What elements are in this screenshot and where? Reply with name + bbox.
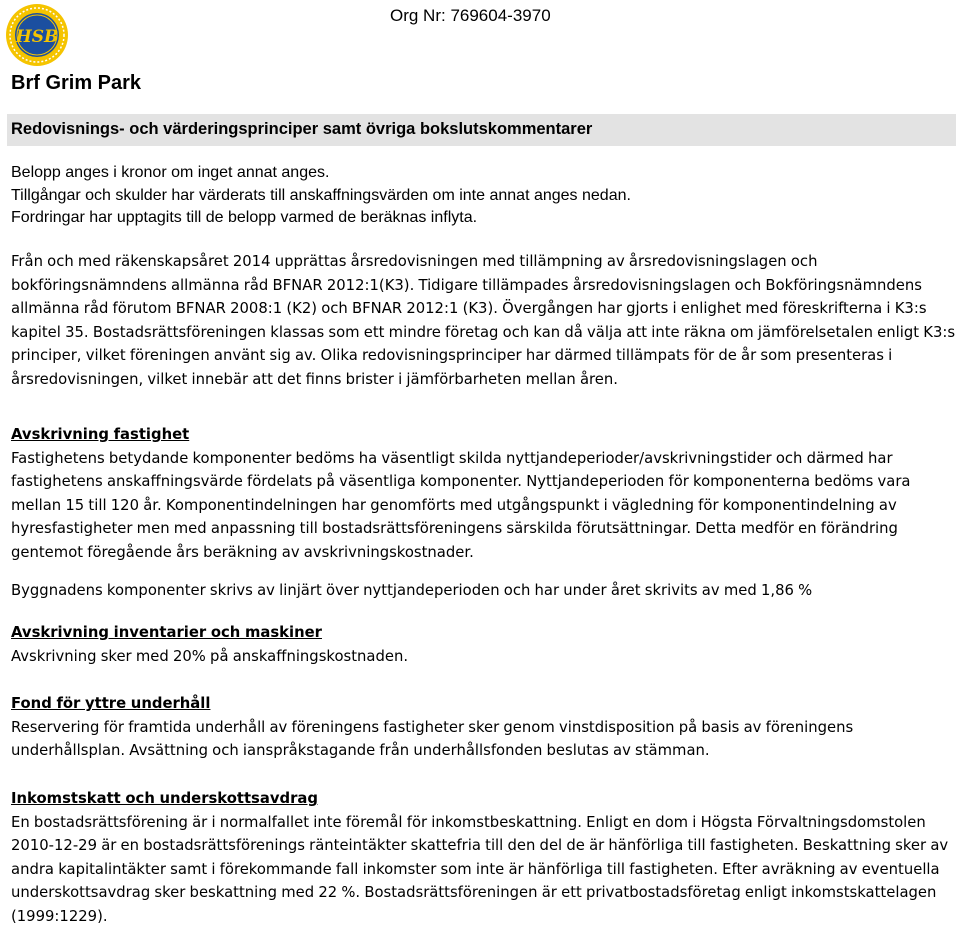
paragraph-text: Byggnadens komponenter skrivs av linjärt över nyttjandeperioden och har under året skrivits av med 1,86 % xyxy=(11,579,956,603)
section-depreciation-equipment xyxy=(11,621,956,668)
section-text: Reservering för framtida underhåll av föreningens fastigheter sker genom vinstdisposition på basis av föreningens underhållsplan. Avsättning och ianspråkstagande från underhållsfonden beslutas av stämman. xyxy=(11,716,956,763)
intro-lines xyxy=(11,162,631,230)
section-heading: Avskrivning fastighet xyxy=(11,423,956,447)
organization-name: Brf Grim Park xyxy=(11,72,141,95)
section-depreciation-property xyxy=(11,423,956,564)
intro-line: Belopp anges i kronor om inget annat anges. xyxy=(11,162,631,185)
section-maintenance-fund xyxy=(11,692,956,763)
org-number: Org Nr: 769604-3970 xyxy=(390,6,551,26)
intro-line: Fordringar har upptagits till de belopp varmed de beräknas inflyta. xyxy=(11,207,631,230)
section-heading: Inkomstskatt och underskottsavdrag xyxy=(11,787,956,811)
logo-lettering: HSB xyxy=(15,27,59,47)
section-heading: Fond för yttre underhåll xyxy=(11,692,956,716)
paragraph-k3-transition xyxy=(11,250,956,391)
paragraph-building-components xyxy=(11,579,956,603)
section-heading: Avskrivning inventarier och maskiner xyxy=(11,621,956,645)
paragraph-text: Från och med räkenskapsåret 2014 upprättas årsredovisningen med tillämpning av årsredovisningslagen och bokföringsnämndens allmänna råd BFNAR 2012:1(K3). Tidigare tillämpades årsredovisningslagen och Bokföringsnämndens allmänna råd förutom BFNAR 2008:1 (K2) och BFNAR 2012:1 (K3). Övergången har gjorts i enlighet med föreskrifterna i K3:s kapitel 35. Bostadsrättsföreningen klassas som ett mindre företag och kan då välja att inte räkna om jämförelsetalen enligt K3:s principer, vilket föreningen använt sig av. Olika redovisningsprinciper har därmed tillämpats för de år som presenteras i årsredovisningen, vilket innebär att det finns brister i jämförbarheten mellan åren. xyxy=(11,250,956,391)
intro-line: Tillgångar och skulder har värderats till anskaffningsvärden om inte annat anges nedan. xyxy=(11,185,631,208)
section-text: Avskrivning sker med 20% på anskaffningskostnaden. xyxy=(11,645,956,669)
hsb-logo xyxy=(2,2,72,68)
section-text: En bostadsrättsförening är i normalfallet inte föremål för inkomstbeskattning. Enligt en dom i Högsta Förvaltningsdomstolen 2010-12-29 är en bostadsrättsförenings ränteintäkter skattefria till den del de är hänförliga till fastigheten. Beskattning sker av andra kapitalintäkter samt i förekommande fall inkomster som inte är hänförliga till fastigheten. Efter avräkning av eventuella underskottsavdrag sker beskattning med 22 %. Bostadsrättsföreningen är ett privatbostadsföretag enligt inkomstskattelagen (1999:1229). xyxy=(11,811,956,928)
section-text: Fastighetens betydande komponenter bedöms ha väsentligt skilda nyttjandeperioder/avskrivningstider och därmed har fastighetens anskaffningsvärde fördelats på väsentliga komponenter. Nyttjandeperioden för komponenterna bedöms vara mellan 15 till 120 år. Komponentindelningen har genomförts med utgångspunkt i vägledning för komponentindelning av hyresfastigheter men med anpassning till bostadsrättsföreningens särskilda förutsättningar. Detta medför en förändring gentemot föregående års beräkning av avskrivningskostnader. xyxy=(11,447,956,565)
section-banner: Redovisnings- och värderingsprinciper samt övriga bokslutskommentarer xyxy=(7,114,956,146)
section-income-tax xyxy=(11,787,956,928)
